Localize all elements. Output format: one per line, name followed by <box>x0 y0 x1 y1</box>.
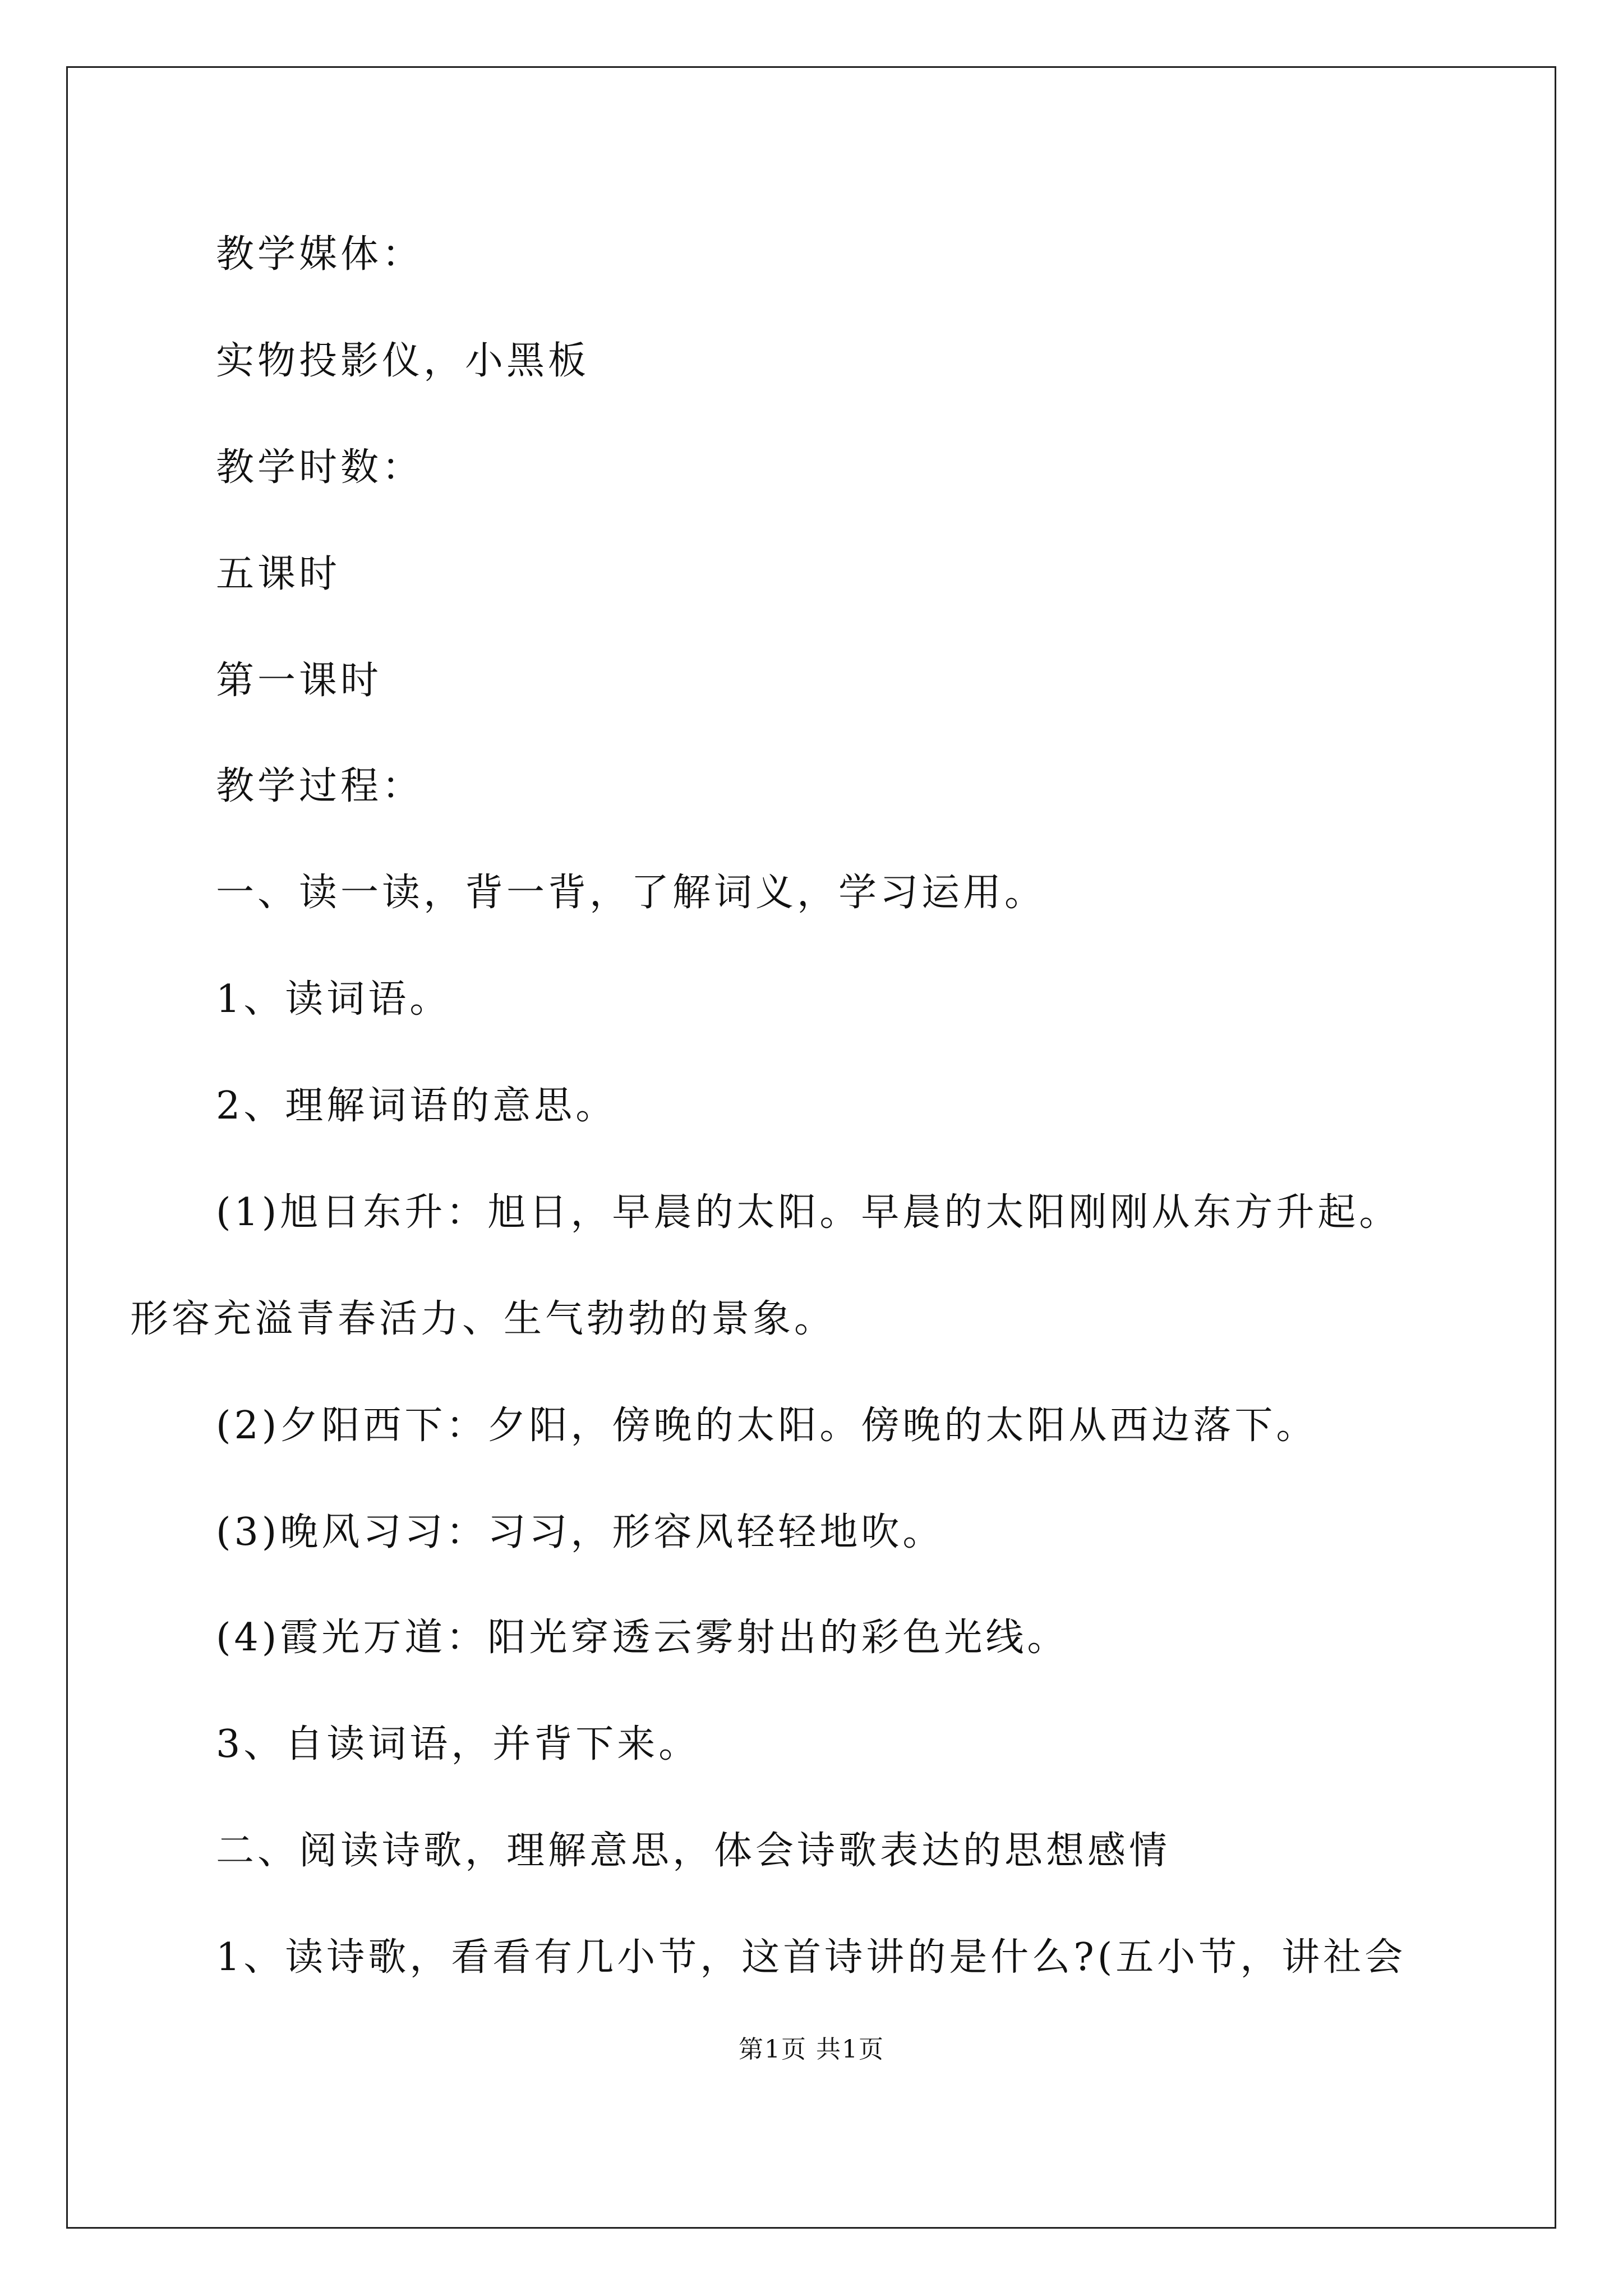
heading-teaching-media: 教学媒体： <box>216 232 424 277</box>
section-two-heading: 二、阅读诗歌，理解意思，体会诗歌表达的思想感情 <box>216 1829 1171 1873</box>
word-definition-3: (3)晚风习习：习习，形容风轻轻地吹。 <box>216 1510 944 1554</box>
word-definition-2: (2)夕阳西下：夕阳，傍晚的太阳。傍晚的太阳从西边落下。 <box>216 1404 1318 1448</box>
step-self-read: 3、自读词语，并背下来。 <box>216 1722 700 1766</box>
heading-teaching-hours: 教学时数： <box>216 445 424 490</box>
word-definition-4: (4)霞光万道：阳光穿透云雾射出的彩色光线。 <box>216 1616 1069 1660</box>
word-definition-1: (1)旭日东升：旭日，早晨的太阳。早晨的太阳刚刚从东方升起。 <box>216 1190 1401 1235</box>
step-read-words: 1、读词语。 <box>216 977 451 1022</box>
first-lesson-heading: 第一课时 <box>216 659 382 703</box>
teaching-media-value: 实物投影仪，小黑板 <box>216 339 590 383</box>
teaching-hours-value: 五课时 <box>216 552 341 596</box>
page-footer: 第1页 共1页 <box>739 2035 884 2064</box>
word-definition-1-cont: 形容充溢青春活力、生气勃勃的景象。 <box>130 1297 836 1341</box>
step-understand-words: 2、理解词语的意思。 <box>216 1084 617 1128</box>
heading-teaching-process: 教学过程： <box>216 764 424 808</box>
section-one-heading: 一、读一读，背一背，了解词义，学习运用。 <box>216 871 1046 915</box>
step-read-poem: 1、读诗歌，看看有几小节，这首诗讲的是什么?(五小节，讲社会 <box>216 1935 1407 1980</box>
